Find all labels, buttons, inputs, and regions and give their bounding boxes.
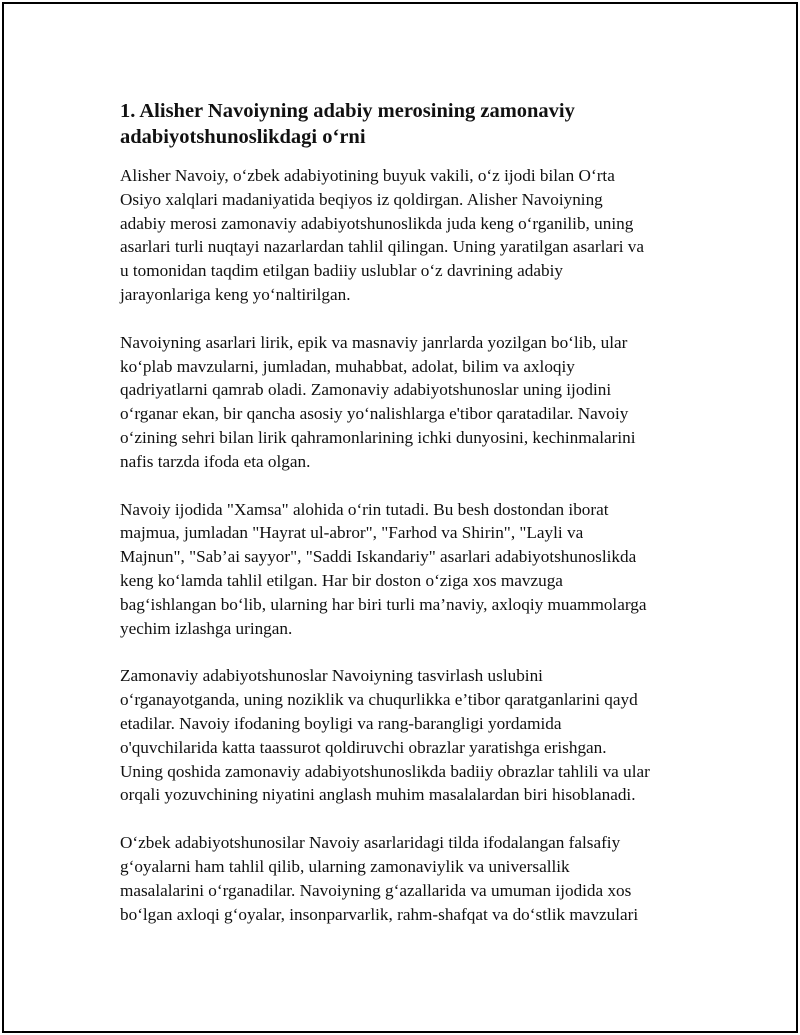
- text-line: majmua, jumladan "Hayrat ul-abror", "Farhod va Shirin", "Layli va: [120, 523, 584, 543]
- paragraph-4: [120, 664, 690, 807]
- text-line: Navoiy ijodida "Xamsa" alohida o‘rin tutadi. Bu besh dostondan iborat: [120, 499, 609, 519]
- text-line: etadilar. Navoiy ifodaning boyligi va rang-barangligi yordamida: [120, 713, 562, 733]
- text-line: o‘rganar ekan, bir qancha asosiy yo‘nalishlarga e'tibor qaratadilar. Navoiy: [120, 404, 629, 424]
- heading-line: adabiyotshunoslikdagi o‘rni: [120, 126, 366, 148]
- text-line: orqali yozuvchining niyatini anglash muhim masalalardan biri hisoblanadi.: [120, 785, 636, 805]
- text-line: jarayonlariga keng yo‘naltirilgan.: [120, 284, 351, 304]
- text-line: keng ko‘lamda tahlil etilgan. Har bir doston o‘ziga xos mavzuga: [120, 570, 563, 590]
- text-line: Uning qoshida zamonaviy adabiyotshunoslikda badiiy obrazlar tahlili va ular: [120, 761, 650, 781]
- text-line: g‘oyalarni ham tahlil qilib, ularning zamonaviylik va universallik: [120, 856, 570, 876]
- text-line: Osiyo xalqlari madaniyatida beqiyos iz qoldirgan. Alisher Navoiyning: [120, 189, 603, 209]
- text-line: o'quvchilarida katta taassurot qoldiruvchi obrazlar yaratishga erishgan.: [120, 737, 607, 757]
- text-line: bo‘lgan axloqi g‘oyalar, insonparvarlik, rahm-shafqat va do‘stlik mavzulari: [120, 904, 639, 924]
- text-line: qadriyatlarni qamrab oladi. Zamonaviy adabiyotshunoslar uning ijodini: [120, 380, 612, 400]
- text-line: masalalarini o‘rganadilar. Navoiyning g‘azallarida va umuman ijodida xos: [120, 880, 632, 900]
- paragraph-2: [120, 331, 690, 474]
- text-line: Zamonaviy adabiyotshunoslar Navoiyning tasvirlash uslubini: [120, 666, 543, 686]
- text-line: Alisher Navoiy, o‘zbek adabiyotining buyuk vakili, o‘z ijodi bilan O‘rta: [120, 166, 615, 185]
- text-line: asarlari turli nuqtayi nazarlardan tahlil qilingan. Uning yaratilgan asarlari va: [120, 237, 645, 257]
- paragraph-1: [120, 164, 690, 307]
- text-line: nafis tarzda ifoda eta olgan.: [120, 451, 311, 471]
- text-line: Navoiyning asarlari lirik, epik va masnaviy janrlarda yozilgan bo‘lib, ular: [120, 332, 628, 352]
- text-line: o‘rganayotganda, uning noziklik va chuqurlikka e’tibor qaratganlarini qayd: [120, 690, 638, 710]
- section-heading: [120, 98, 690, 150]
- text-line: u tomonidan taqdim etilgan badiiy uslublar o‘z davrining adabiy: [120, 261, 563, 281]
- text-line: adabiy merosi zamonaviy adabiyotshunoslikda juda keng o‘rganilib, uning: [120, 213, 634, 233]
- text-line: ko‘plab mavzularni, jumladan, muhabbat, adolat, bilim va axloqiy: [120, 356, 575, 376]
- text-line: O‘zbek adabiyotshunosilar Navoiy asarlaridagi tilda ifodalangan falsafiy: [120, 833, 621, 853]
- paragraph-3: [120, 498, 690, 641]
- text-line: o‘zining sehri bilan lirik qahramonlarining ichki dunyosini, kechinmalarini: [120, 427, 636, 447]
- document-page: [2, 2, 798, 1033]
- paragraph-5: [120, 831, 690, 926]
- document-content: [120, 98, 690, 950]
- text-line: Majnun", "Sab’ai sayyor", "Saddi Iskandariy" asarlari adabiyotshunoslikda: [120, 547, 637, 567]
- heading-line: 1. Alisher Navoiyning adabiy merosining zamonaviy: [120, 100, 575, 122]
- text-line: bag‘ishlangan bo‘lib, ularning har biri turli ma’naviy, axloqiy muammolarga: [120, 594, 647, 614]
- text-line: yechim izlashga uringan.: [120, 618, 293, 638]
